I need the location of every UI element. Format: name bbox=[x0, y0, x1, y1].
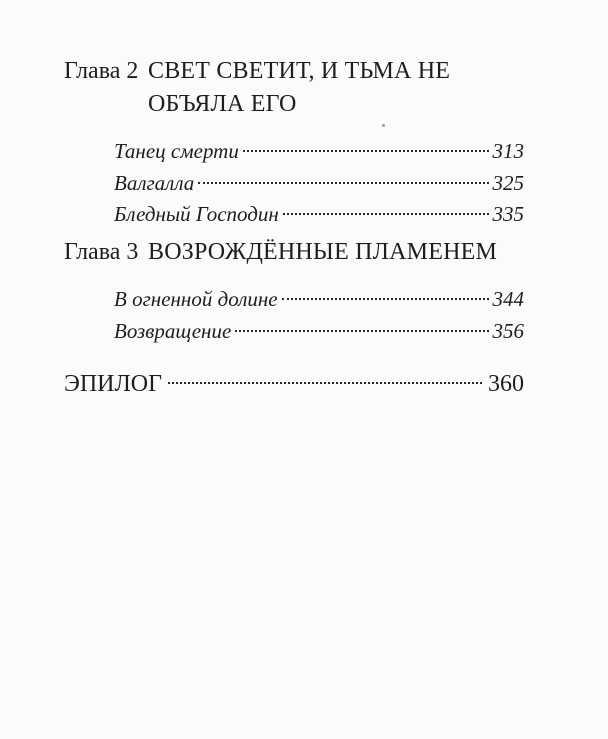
entry-page-number: 325 bbox=[492, 170, 524, 195]
entries-list bbox=[114, 136, 524, 231]
chapter-heading bbox=[64, 236, 524, 269]
toc-entry[interactable] bbox=[114, 136, 524, 168]
entry-title: Бледный Господин bbox=[114, 202, 279, 226]
dot-leader bbox=[283, 213, 489, 215]
chapter-title-line2: ОБЪЯЛА ЕГО bbox=[148, 91, 297, 117]
entries-list bbox=[114, 284, 524, 347]
entry-page-number: 344 bbox=[492, 287, 524, 311]
chapter-3 bbox=[64, 236, 524, 347]
epilogue-page-number: 360 bbox=[488, 371, 524, 397]
dot-leader bbox=[243, 150, 489, 152]
chapter-heading bbox=[64, 55, 524, 121]
entry-title: В огненной долине bbox=[114, 287, 278, 311]
entry-title: Возвращение bbox=[114, 318, 232, 343]
dot-leader bbox=[235, 330, 488, 332]
entry-page-number: 335 bbox=[492, 202, 524, 226]
paper-speck bbox=[382, 124, 385, 127]
chapter-title-line1: СВЕТ СВЕТИТ, И ТЬМА НЕ bbox=[148, 58, 451, 84]
chapter-label: Глава 3 bbox=[64, 239, 139, 265]
toc-entry[interactable] bbox=[114, 199, 524, 231]
epilogue-entry[interactable] bbox=[64, 368, 524, 401]
entry-page-number: 313 bbox=[492, 139, 524, 163]
chapter-label: Глава 2 bbox=[64, 58, 139, 84]
entry-title: Валгалла bbox=[114, 170, 195, 195]
chapter-title bbox=[148, 55, 450, 121]
epilogue-title: ЭПИЛОГ bbox=[64, 371, 162, 397]
entry-page-number: 356 bbox=[492, 318, 524, 343]
entry-title: Танец смерти bbox=[114, 139, 239, 163]
chapter-title: ВОЗРОЖДЁННЫЕ ПЛАМЕНЕМ bbox=[148, 239, 498, 265]
dot-leader bbox=[282, 298, 489, 300]
dot-leader bbox=[168, 382, 482, 384]
dot-leader bbox=[198, 182, 488, 184]
chapter-2 bbox=[64, 55, 524, 231]
toc-entry[interactable] bbox=[114, 168, 524, 200]
toc-entry[interactable] bbox=[114, 284, 524, 316]
toc-entry[interactable] bbox=[114, 316, 524, 348]
